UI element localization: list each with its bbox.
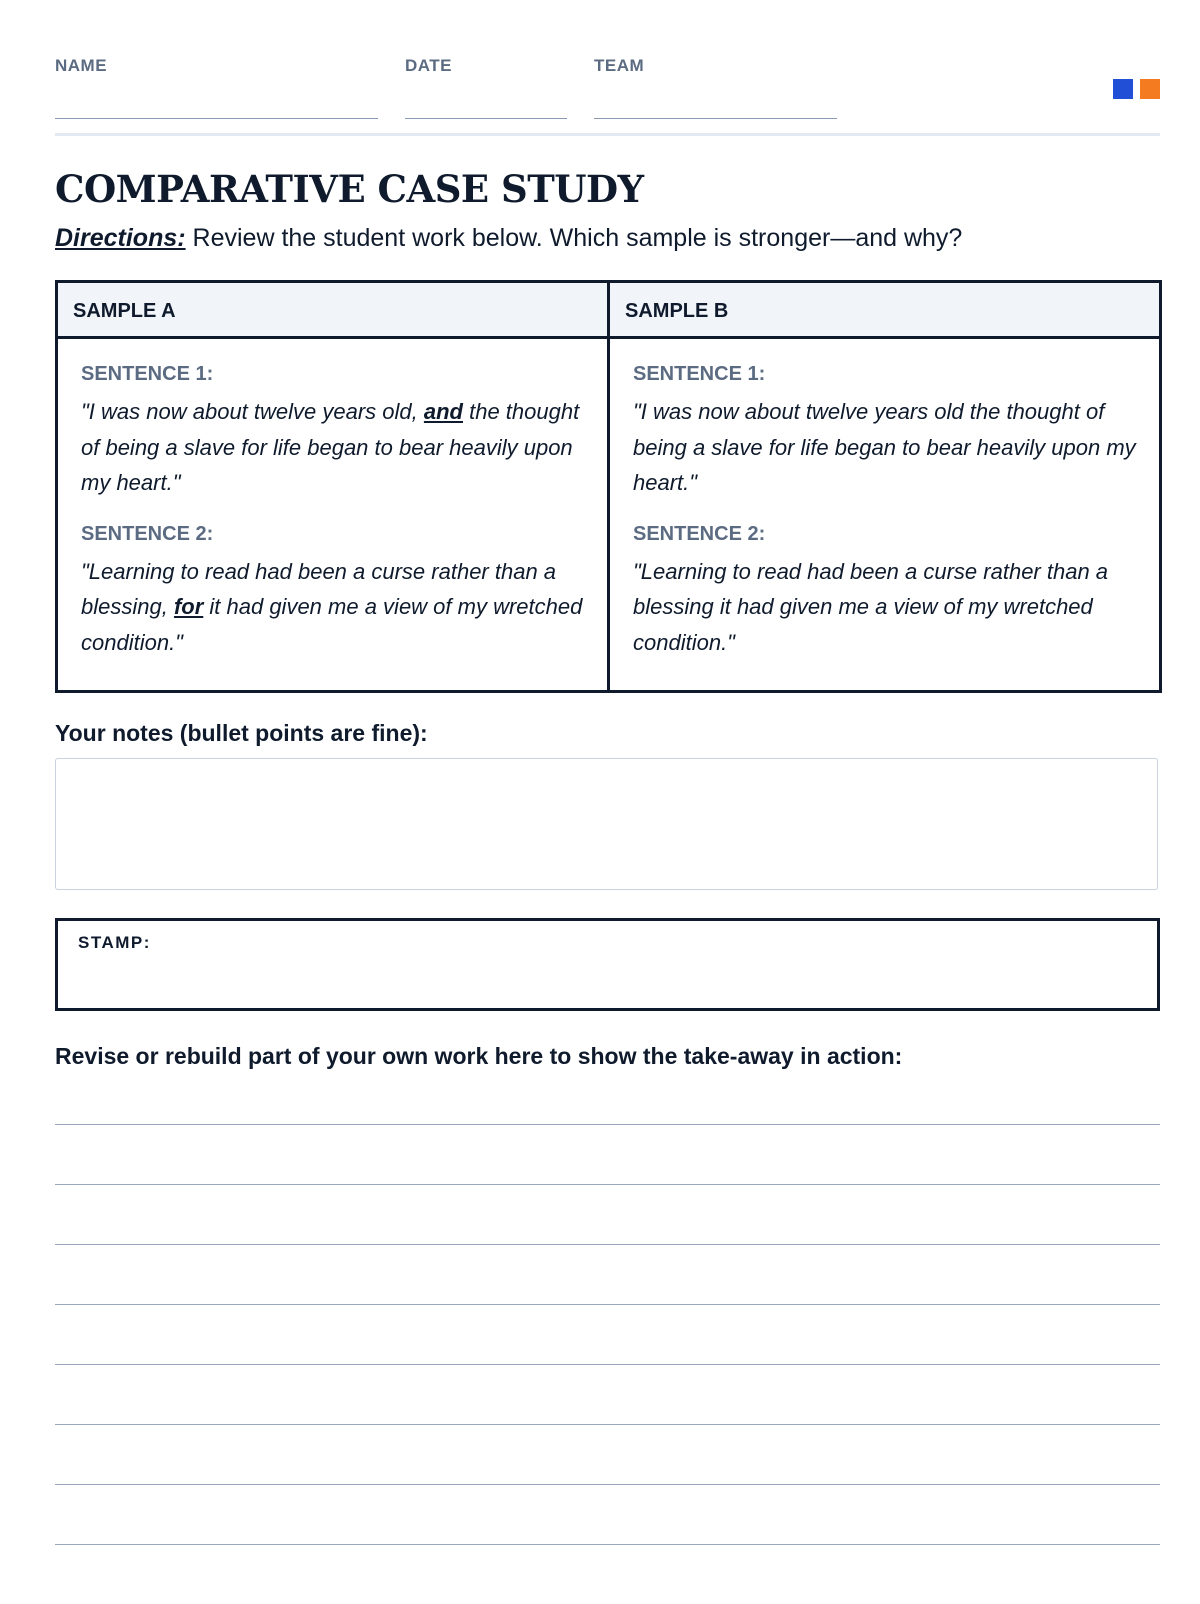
name-line[interactable]: [55, 118, 378, 119]
stamp-box[interactable]: [55, 918, 1160, 1011]
sample-b-sentence1-label: SENTENCE 1:: [633, 363, 766, 385]
sample-a-heading: SAMPLE A: [58, 283, 607, 339]
name-field[interactable]: [55, 56, 107, 76]
writing-lines: [55, 1124, 1160, 1604]
date-line[interactable]: [405, 118, 567, 119]
color-swatches: [1113, 79, 1160, 99]
notes-box[interactable]: [55, 758, 1158, 890]
writing-line[interactable]: [55, 1364, 1160, 1365]
writing-line[interactable]: [55, 1244, 1160, 1245]
writing-line[interactable]: [55, 1424, 1160, 1425]
sample-a-s1-conjunction: and: [423, 399, 463, 424]
sample-a-column: [58, 283, 607, 690]
team-label: TEAM: [594, 56, 645, 75]
team-line[interactable]: [594, 118, 837, 119]
writing-line[interactable]: [55, 1304, 1160, 1305]
header-divider: [55, 133, 1160, 136]
sample-a-sentence1: [81, 394, 587, 501]
directions-lead: Directions:: [55, 224, 186, 252]
sample-a-sentence1-label: SENTENCE 1:: [81, 363, 214, 385]
date-label: DATE: [405, 56, 453, 75]
sample-a-s2-after: it had given me a view of my wretched condition.": [81, 594, 583, 655]
writing-line[interactable]: [55, 1184, 1160, 1185]
samples-table: [55, 280, 1162, 693]
header-fields: [55, 56, 1160, 120]
sample-a-sentence2-label: SENTENCE 2:: [81, 522, 214, 545]
sample-b-sentence1: "I was now about twelve years old the thought of being a slave for life began to bear heavily upon my heart.": [633, 399, 1136, 495]
sample-a-s1-after: the thought of being a slave for life began to bear heavily upon my heart.": [81, 399, 580, 495]
stamp-label: STAMP:: [78, 933, 151, 952]
page-title: COMPARATIVE CASE STUDY: [55, 167, 644, 211]
sample-b-sentence2-label: SENTENCE 2:: [633, 522, 766, 545]
sample-b-sentence2: "Learning to read had been a curse rather than a blessing it had given me a view of my wretched condition.": [633, 558, 1109, 655]
name-label: NAME: [55, 56, 108, 75]
revise-label: Revise or rebuild part of your own work here to show the take-away in action:: [55, 1043, 903, 1069]
blue-swatch: [1113, 79, 1133, 99]
orange-swatch: [1140, 79, 1160, 99]
sample-a-s2-before: "Learning to read had been a curse rather than a blessing,: [81, 558, 557, 619]
directions: [55, 224, 962, 253]
notes-label: Your notes (bullet points are fine):: [55, 720, 428, 746]
directions-text: Review the student work below. Which sample is stronger—and why?: [185, 224, 963, 252]
sample-a-s2-conjunction: for: [173, 594, 204, 619]
sample-b-column: [607, 283, 1159, 690]
writing-line[interactable]: [55, 1484, 1160, 1485]
sample-b-heading: SAMPLE B: [610, 283, 1159, 339]
writing-line[interactable]: [55, 1124, 1160, 1125]
date-field[interactable]: [405, 56, 452, 76]
sample-a-s1-before: "I was now about twelve years old,: [81, 399, 424, 424]
team-field[interactable]: [594, 56, 644, 76]
sample-a-sentence2: [81, 554, 587, 661]
writing-line[interactable]: [55, 1544, 1160, 1545]
